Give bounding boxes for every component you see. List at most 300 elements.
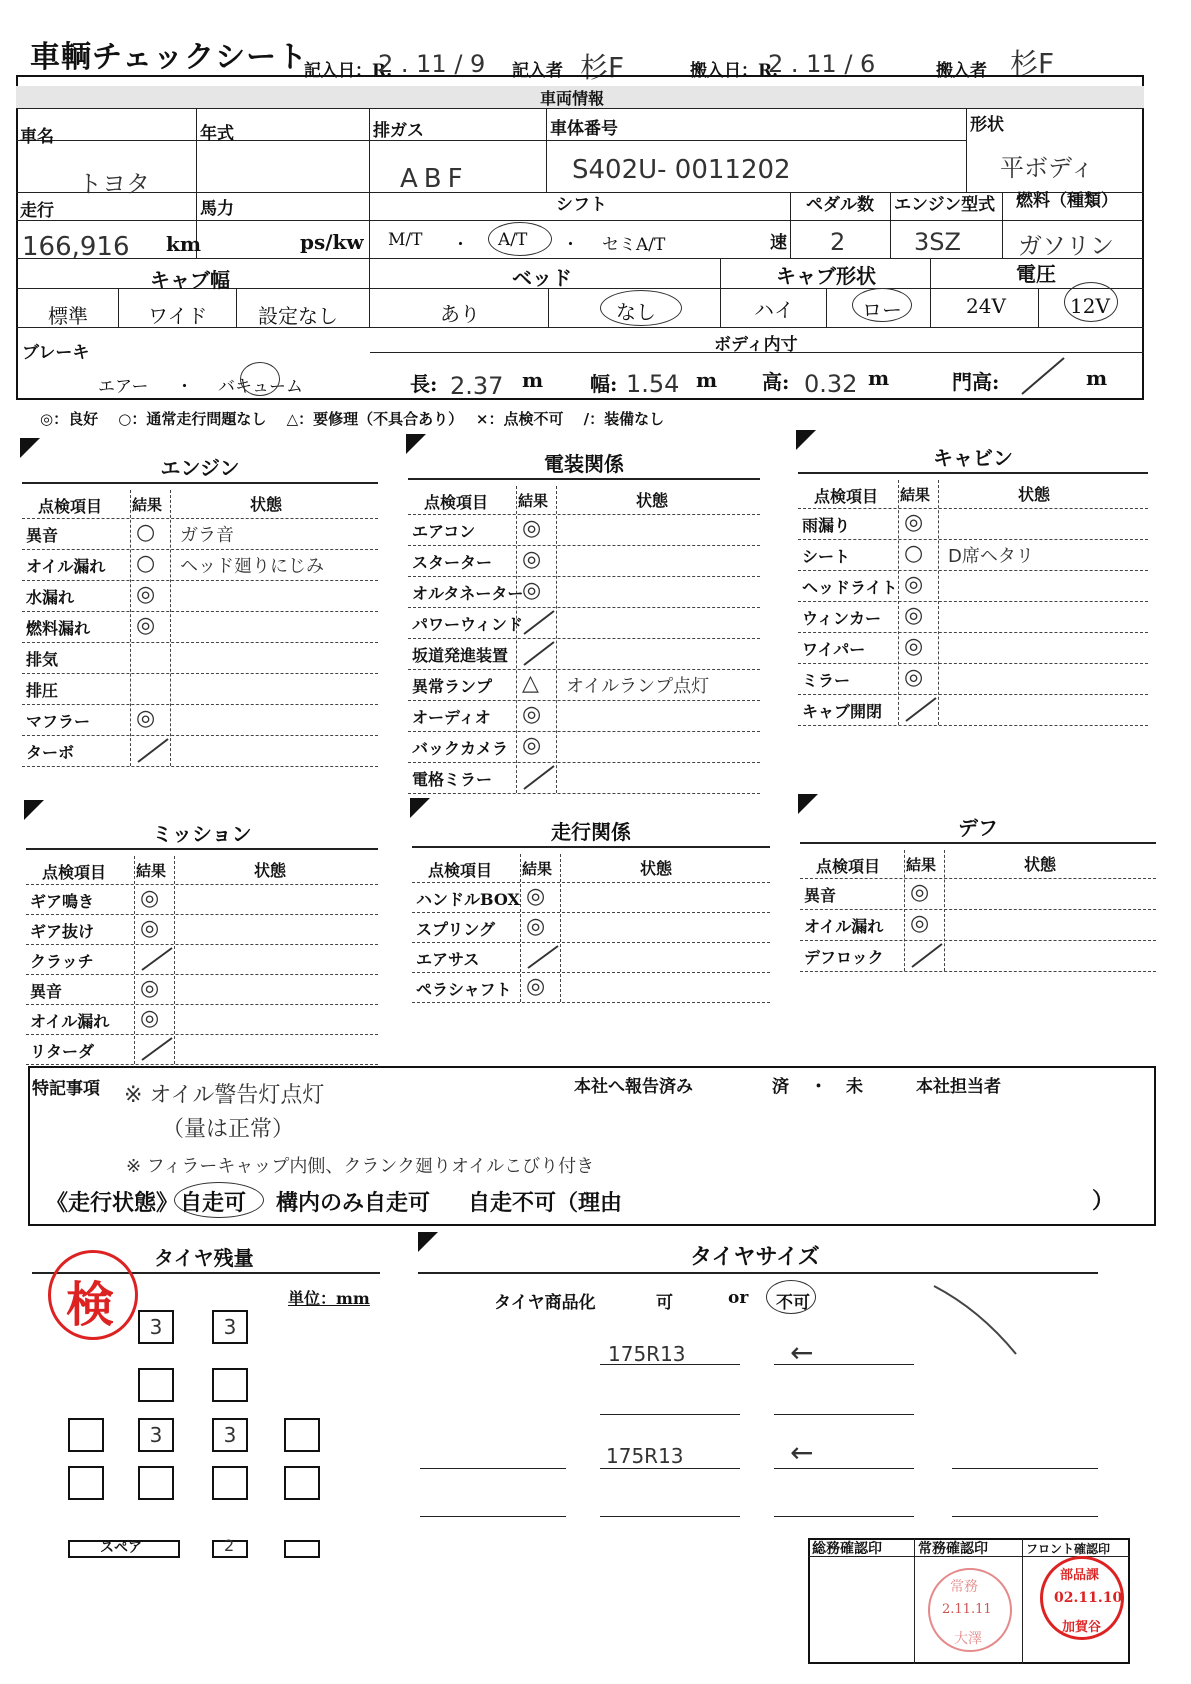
notes-line-2: （量は正常）: [162, 1117, 295, 1142]
executive-stamp-top: 常務: [950, 1579, 978, 1595]
maker-label: 車名: [20, 127, 54, 147]
check-item: 排気: [26, 650, 59, 669]
check-item: ウィンカー: [802, 609, 882, 628]
tire-mid-right: [212, 1368, 248, 1402]
check-result: ◎: [904, 665, 924, 690]
check-item: ハンドルBOX: [416, 890, 520, 909]
diff-section-title: デフ: [958, 816, 998, 840]
section-divider: [904, 850, 905, 971]
check-status: ヘッド廻りにじみ: [180, 556, 324, 577]
tire-size-line: [420, 1516, 566, 1517]
height-value: 0.32: [804, 370, 858, 398]
check-result: ○: [136, 520, 156, 545]
notes-reported-label: 本社へ報告済み: [574, 1077, 693, 1097]
entry-date-label: 記入日：R.: [304, 61, 393, 81]
section-row-line: [26, 1034, 378, 1035]
section-rule: [412, 846, 770, 848]
section-row-line: [798, 632, 1148, 633]
engine-col-item: 点検項目: [38, 497, 103, 516]
engine-col-result: 結果: [132, 496, 163, 514]
check-result: ◎: [136, 582, 156, 607]
bed-no: なし: [616, 300, 656, 324]
section-row-line: [412, 972, 770, 973]
tire-product-label: タイヤ商品化: [494, 1293, 596, 1313]
check-item: 異音: [26, 526, 59, 545]
fuel-label: 燃料（種類）: [1016, 191, 1118, 211]
check-item: ギア抜け: [30, 922, 95, 941]
tire-size-line: [774, 1364, 914, 1365]
engine-type-value: 3SZ: [914, 228, 961, 256]
check-result: ◎: [904, 634, 924, 659]
tire-rear2-inner-left: [138, 1466, 174, 1500]
section-row-line: [412, 942, 770, 943]
check-result: ◎: [904, 510, 924, 535]
tire-size-line: [600, 1364, 740, 1365]
tire-size-line: [600, 1468, 740, 1469]
check-item: マフラー: [26, 712, 91, 731]
check-result: ◎: [522, 547, 542, 572]
speed-value: 2: [830, 228, 846, 256]
check-result: ◎: [522, 702, 542, 727]
tire-rear2-outer-left: [68, 1466, 104, 1500]
legend: ◎：良好 ○：通常走行問題なし △：要修理（不具合あり） ×：点検不可 /：装備なし: [40, 410, 665, 428]
electrical-section-title: 電装関係: [544, 452, 624, 476]
section-row-line: [22, 642, 378, 643]
voltage-12v: 12V: [1070, 294, 1110, 318]
check-result-slash: [908, 940, 944, 971]
section-divider: [516, 486, 517, 793]
running-state-yard: 構内のみ自走可: [276, 1190, 431, 1216]
section-rule: [800, 842, 1156, 844]
tire-size-line: [774, 1468, 914, 1469]
check-result: ○: [136, 551, 156, 576]
section-divider: [130, 490, 131, 766]
running-state-close: ）: [1092, 1188, 1115, 1214]
section-row-line: [26, 914, 378, 915]
check-item: 水漏れ: [26, 588, 75, 607]
check-item: 異常ランプ: [412, 677, 493, 696]
check-result: ◎: [140, 1006, 160, 1031]
section-row-line: [798, 694, 1148, 695]
running-col-status: 状態: [640, 859, 673, 878]
check-item: バックカメラ: [412, 739, 509, 758]
tire-spare-value: 2: [224, 1536, 235, 1555]
tire-rear2-inner-right: [212, 1466, 248, 1500]
diff-col-item: 点検項目: [816, 857, 881, 876]
check-result-slash: [134, 735, 170, 766]
running-state-label: 《走行状態》: [46, 1190, 179, 1216]
inspection-stamp-text: 検: [66, 1277, 115, 1333]
length-label: 長:: [410, 372, 438, 396]
emission-value: ABF: [400, 164, 469, 194]
tire-remaining-title: タイヤ残量: [154, 1246, 254, 1270]
section-row-line: [798, 601, 1148, 602]
section-row-line: [408, 638, 760, 639]
check-item: ターボ: [26, 743, 75, 762]
running-col-item: 点検項目: [428, 861, 493, 880]
notes-line-3: ※ フィラーキャップ内側、クランク廻りオイルこびり付き: [126, 1156, 595, 1177]
tire-size-line: [420, 1468, 566, 1469]
notes-label: 特記事項: [32, 1079, 100, 1099]
running-state-self-circle: [174, 1182, 264, 1218]
section-row-line: [408, 607, 760, 608]
section-row-line: [412, 1002, 770, 1003]
engine-section-title: エンジン: [160, 456, 240, 480]
shift-dot-1: ・: [452, 235, 469, 255]
voltage-24v: 24V: [966, 294, 1006, 318]
width-label: 幅:: [590, 372, 618, 396]
tire-front-right: 3: [212, 1310, 248, 1344]
front-stamp-top: 部品課: [1060, 1568, 1100, 1583]
section-row-line: [408, 669, 760, 670]
shift-semi: セミA/T: [602, 235, 666, 255]
check-item: スターター: [412, 553, 493, 572]
electrical-col-item: 点検項目: [424, 493, 489, 512]
tire-size-rear-arrow: ←: [790, 1436, 814, 1469]
vehicle-info-title: 車両情報: [540, 89, 605, 108]
front-stamp-name: 加賀谷: [1062, 1620, 1102, 1635]
mission-col-status: 状態: [254, 861, 287, 880]
section-row-line: [800, 971, 1156, 972]
check-result: ◎: [522, 733, 542, 758]
mileage-unit: km: [166, 232, 202, 256]
executive-stamp-name: 大澤: [954, 1631, 982, 1647]
check-result: ◎: [904, 572, 924, 597]
running-state-none: 自走不可（理由: [468, 1190, 623, 1216]
running-col-result: 結果: [522, 860, 553, 878]
cab-shape-low: ロー: [862, 298, 902, 322]
check-item: デフロック: [804, 948, 884, 967]
check-result: ◎: [140, 886, 160, 911]
check-item: オルタネーター: [412, 584, 524, 603]
tire-mid-left: [138, 1368, 174, 1402]
bed-label: ベッド: [512, 266, 572, 290]
tire-size-line: [774, 1414, 914, 1415]
tire-rear2-outer-right: [284, 1466, 320, 1500]
tire-size-rear: 175R13: [606, 1444, 684, 1468]
cabin-col-status: 状態: [1018, 485, 1051, 504]
section-row-line: [798, 570, 1148, 571]
tire-product-ng-circle: [766, 1280, 816, 1314]
shape-label: 形状: [970, 115, 1004, 135]
brake-vacuum-circle: [240, 362, 280, 396]
section-divider: [174, 856, 175, 1064]
tire-front-left: 3: [138, 1310, 174, 1344]
section-row-line: [408, 545, 760, 546]
delivery-person-label: 搬入者: [936, 61, 987, 81]
check-item: キャブ開閉: [802, 702, 883, 721]
check-item: 雨漏り: [802, 516, 851, 535]
length-unit: m: [522, 368, 544, 392]
section-rule: [408, 478, 760, 480]
tire-rear-inner-left: 3: [138, 1418, 174, 1452]
bed-yes: あり: [440, 302, 480, 326]
check-result: ◎: [910, 880, 930, 905]
section-row-line: [800, 940, 1156, 941]
approval-general-label: 総務確認印: [812, 1541, 882, 1557]
delivery-person-value: 杉F: [1010, 47, 1055, 80]
section-row-line: [408, 793, 760, 794]
check-item: ギア鳴き: [30, 892, 95, 911]
cabin-col-item: 点検項目: [814, 487, 879, 506]
section-row-line: [798, 663, 1148, 664]
electrical-col-result: 結果: [518, 492, 549, 510]
section-row-line: [26, 974, 378, 975]
check-item: 異音: [30, 982, 63, 1001]
section-row-line: [412, 882, 770, 883]
gate-label: 門高:: [952, 370, 1000, 394]
tire-product-ok: 可: [656, 1293, 673, 1313]
section-row-line: [800, 909, 1156, 910]
shift-label: シフト: [556, 195, 607, 215]
tire-spare-label: スペア: [100, 1540, 142, 1556]
check-result-slash: [902, 694, 938, 725]
tire-rear-outer-right: [284, 1418, 320, 1452]
tire-size-line: [600, 1516, 740, 1517]
check-status: オイルランプ点灯: [566, 676, 710, 697]
section-row-line: [408, 700, 760, 701]
mileage-value: 166,916: [22, 232, 130, 262]
check-result: ◎: [526, 884, 546, 909]
executive-stamp-date: 2.11.11: [942, 1602, 992, 1617]
mission-col-item: 点検項目: [42, 863, 107, 882]
brake-dot: ・: [176, 377, 193, 397]
cab-shape-label: キャブ形状: [776, 264, 876, 288]
delivery-date-label: 搬入日：R.: [690, 61, 779, 81]
height-label: 高:: [762, 370, 790, 394]
front-stamp-date: 02.11.10: [1054, 1590, 1123, 1606]
section-row-line: [22, 735, 378, 736]
check-status: ガラ音: [180, 525, 234, 546]
section-row-line: [408, 514, 760, 515]
section-rule: [22, 482, 378, 484]
section-row-line: [798, 539, 1148, 540]
section-row-line: [22, 766, 378, 767]
check-item: 排圧: [26, 681, 59, 700]
cab-shape-low-circle: [852, 288, 912, 322]
tire-size-line: [600, 1414, 740, 1415]
check-item: オイル漏れ: [26, 557, 106, 576]
check-item: シート: [802, 547, 851, 566]
tire-size-line: [952, 1516, 1098, 1517]
check-result: ◎: [140, 916, 160, 941]
section-row-line: [22, 549, 378, 550]
shift-dot-2: ・: [562, 235, 579, 255]
section-row-line: [408, 731, 760, 732]
check-result: ◎: [910, 911, 930, 936]
check-result-slash: [524, 942, 560, 972]
shape-value: 平ボディ: [1000, 154, 1095, 182]
check-item: エアコン: [412, 522, 476, 541]
cab-width-none: 設定なし: [258, 304, 338, 328]
speed-label: 速: [770, 233, 787, 253]
section-row-line: [22, 580, 378, 581]
bed-no-circle: [600, 290, 682, 326]
section-divider: [944, 850, 945, 971]
check-result-slash: [138, 1034, 174, 1064]
check-result: ◎: [526, 974, 546, 999]
cab-width-standard: 標準: [48, 304, 88, 328]
tire-product-ng: 不可: [776, 1293, 810, 1313]
approval-executive-label: 常務確認印: [918, 1541, 988, 1557]
check-item: スプリング: [416, 920, 496, 939]
check-item: ワイパー: [802, 640, 866, 659]
section-row-line: [412, 912, 770, 913]
power-label: 馬力: [200, 199, 234, 219]
check-result: △: [522, 671, 539, 696]
gate-slash: [1018, 352, 1068, 398]
notes-hq-person-label: 本社担当者: [916, 1077, 1001, 1097]
section-rule: [798, 472, 1148, 474]
check-item: ミラー: [802, 671, 851, 690]
section-divider: [556, 486, 557, 793]
section-row-line: [26, 944, 378, 945]
section-row-line: [22, 704, 378, 705]
section-row-line: [408, 762, 760, 763]
cab-width-label: キャブ幅: [150, 268, 230, 292]
check-item: ヘッドライト: [802, 578, 898, 597]
tire-rear-outer-left: [68, 1418, 104, 1452]
check-result-slash: [520, 638, 556, 669]
tire-size-line: [774, 1516, 914, 1517]
check-result: ◎: [522, 516, 542, 541]
section-row-line: [22, 611, 378, 612]
notes-reported-not: 未: [846, 1077, 863, 1097]
section-row-line: [798, 508, 1148, 509]
section-row-line: [800, 878, 1156, 879]
check-item: クラッチ: [30, 952, 94, 971]
power-unit: ps/kw: [300, 230, 364, 254]
cabin-section-title: キャビン: [933, 446, 1013, 470]
check-result-slash: [520, 762, 556, 793]
check-result-slash: [138, 944, 174, 974]
entry-person-label: 記入者: [512, 61, 563, 81]
approval-front-label: フロント確認印: [1026, 1542, 1111, 1556]
diff-col-result: 結果: [906, 856, 937, 874]
check-item: ペラシャフト: [416, 980, 512, 999]
width-value: 1.54: [626, 370, 680, 398]
check-item: オイル漏れ: [30, 1012, 110, 1031]
year-label: 年式: [200, 124, 234, 144]
check-result-slash: [520, 607, 556, 638]
check-result: ◎: [526, 914, 546, 939]
mission-section-marker: [24, 800, 44, 820]
cab-width-wide: ワイド: [148, 304, 208, 328]
section-divider: [134, 856, 135, 1064]
shift-at-circle: [488, 222, 552, 256]
gate-unit: m: [1086, 366, 1108, 390]
brake-air: エアー: [98, 377, 149, 397]
check-item: 坂道発進装置: [412, 646, 509, 665]
pedal-label: ペダル数: [806, 195, 874, 215]
check-result: ◎: [522, 578, 542, 603]
mission-col-result: 結果: [136, 862, 167, 880]
width-unit: m: [696, 368, 718, 392]
section-row-line: [22, 673, 378, 674]
check-item: エアサス: [416, 950, 480, 969]
tire-size-slash: [930, 1280, 1020, 1360]
voltage-12v-circle: [1064, 282, 1118, 322]
section-row-line: [408, 576, 760, 577]
height-unit: m: [868, 366, 890, 390]
notes-line-1: ※ オイル警告灯点灯: [124, 1083, 325, 1108]
running-section-marker: [410, 798, 430, 818]
cabin-col-result: 結果: [900, 486, 931, 504]
diff-col-status: 状態: [1024, 855, 1057, 874]
entry-person-value: 杉F: [580, 51, 625, 84]
section-row-line: [798, 725, 1148, 726]
section-row-line: [26, 1004, 378, 1005]
section-row-line: [22, 518, 378, 519]
check-result: ○: [904, 541, 924, 566]
check-item: パワーウィンド: [412, 615, 524, 634]
section-divider: [898, 480, 899, 725]
tire-size-front-arrow: ←: [790, 1336, 814, 1369]
check-item: オイル漏れ: [804, 917, 884, 936]
shift-mt: M/T: [388, 230, 423, 250]
brake-label: ブレーキ: [22, 343, 90, 363]
entry-date-value: 2 . 11 / 9: [378, 50, 486, 78]
tire-size-marker: [418, 1232, 438, 1252]
page-title: 車輌チェックシート: [30, 40, 309, 75]
tire-rear-inner-right: 3: [212, 1418, 248, 1452]
running-section-title: 走行関係: [551, 820, 631, 844]
mission-section-title: ミッション: [152, 822, 252, 846]
section-row-line: [26, 884, 378, 885]
check-item: 異音: [804, 886, 837, 905]
brake-vacuum: バキューム: [218, 377, 303, 397]
diff-section-marker: [798, 794, 818, 814]
length-value: 2.37: [450, 372, 504, 400]
chassis-label: 車体番号: [550, 119, 618, 139]
notes-reported-done: 済: [772, 1077, 789, 1097]
running-state-self: 自走可: [180, 1190, 247, 1216]
section-divider: [938, 480, 939, 725]
fuel-value: ガソリン: [1018, 232, 1114, 260]
emission-label: 排ガス: [373, 121, 424, 141]
check-result: ◎: [904, 603, 924, 628]
cab-shape-high: ハイ: [754, 298, 794, 322]
electrical-col-status: 状態: [636, 491, 669, 510]
notes-reported-dot: ・: [810, 1077, 827, 1097]
section-divider: [560, 854, 561, 1002]
shift-at: A/T: [498, 230, 528, 250]
section-row-line: [26, 1064, 378, 1065]
section-divider: [170, 490, 171, 766]
check-status: D席ヘタリ: [948, 546, 1034, 567]
check-result: ◎: [136, 613, 156, 638]
check-item: 燃料漏れ: [26, 619, 91, 638]
engine-type-label: エンジン型式: [894, 195, 996, 215]
mileage-label: 走行: [20, 201, 54, 221]
tire-spare-box-2: [284, 1540, 320, 1558]
tire-size-title: タイヤサイズ: [690, 1244, 820, 1270]
check-result: ◎: [136, 706, 156, 731]
chassis-value: S402U- 0011202: [572, 155, 791, 185]
tire-size-line: [952, 1468, 1098, 1469]
maker-value: トヨタ: [78, 170, 150, 198]
section-divider: [520, 854, 521, 1002]
section-rule: [26, 848, 378, 850]
check-item: 電格ミラー: [412, 770, 493, 789]
voltage-label: 電圧: [1016, 262, 1056, 286]
tire-size-front: 175R13: [608, 1342, 686, 1366]
tire-product-or: or: [728, 1288, 749, 1308]
check-item: オーディオ: [412, 708, 491, 727]
delivery-date-value: 2 . 11 / 6: [768, 50, 876, 78]
check-result: ◎: [140, 976, 160, 1001]
engine-col-status: 状態: [250, 495, 283, 514]
